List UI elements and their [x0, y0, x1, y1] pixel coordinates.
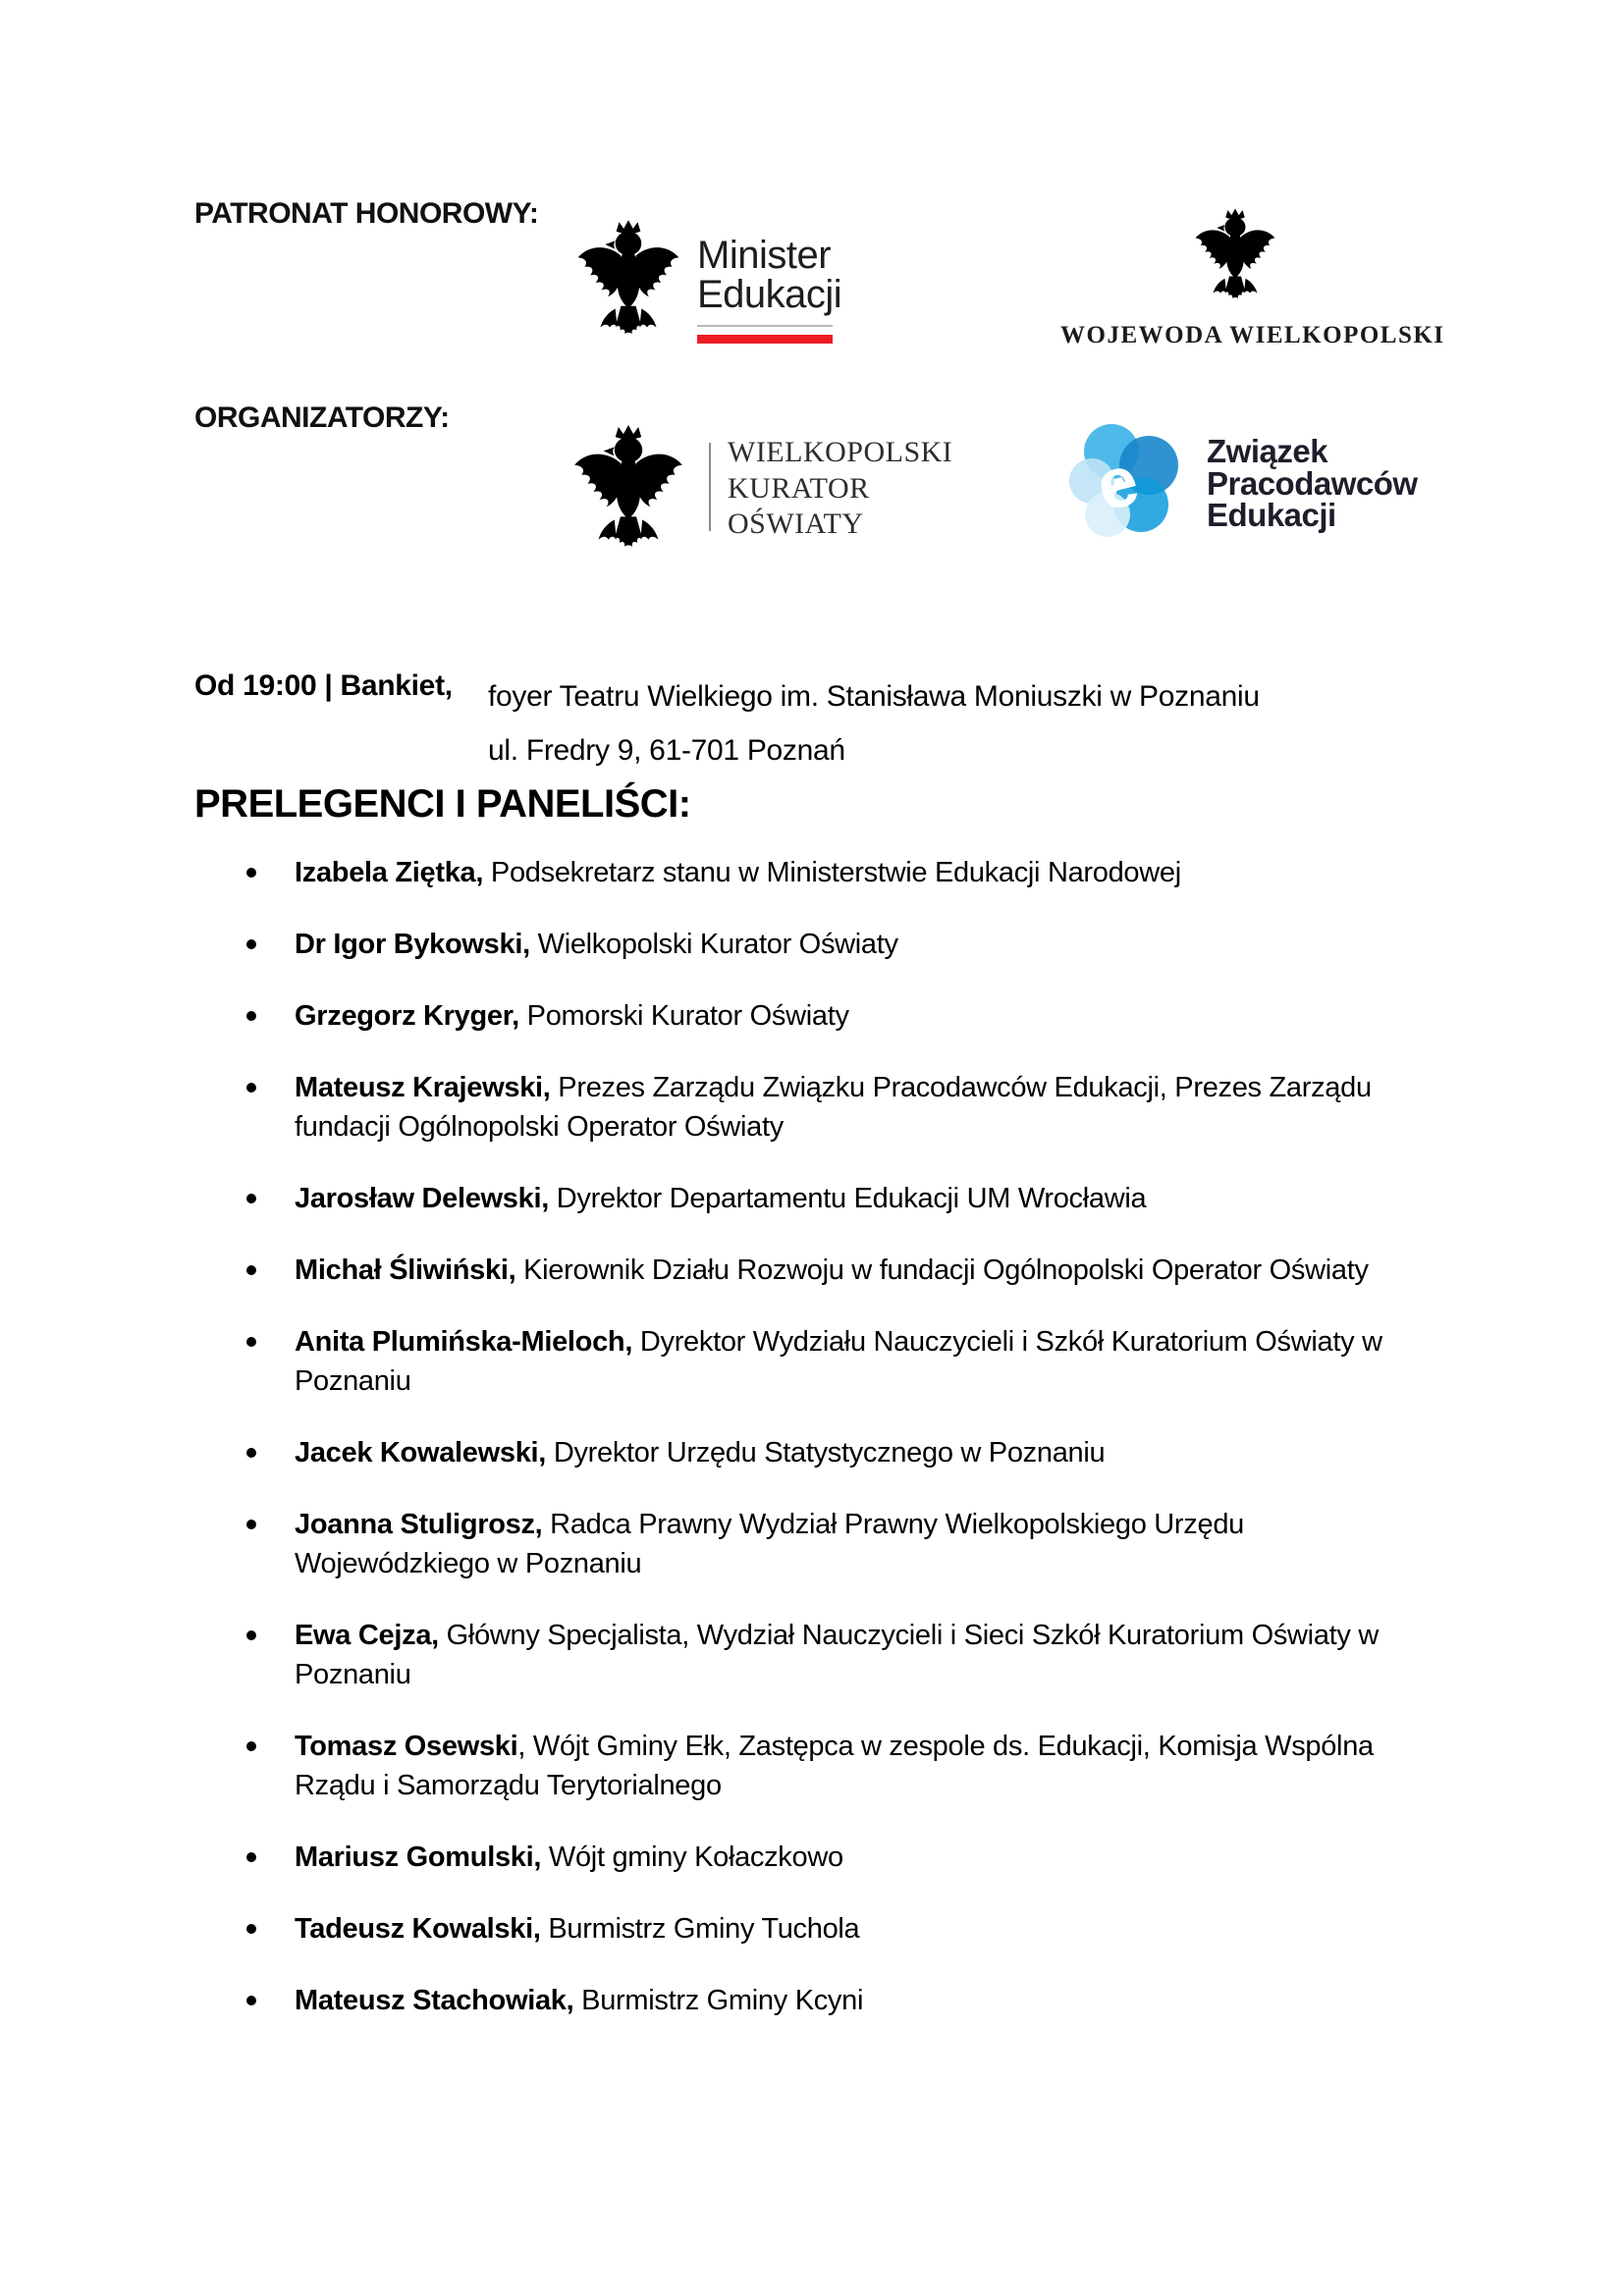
wojewoda-caption: WOJEWODA WIELKOPOLSKI	[1060, 322, 1445, 348]
speaker-item	[246, 996, 1430, 1036]
bullet-icon	[246, 1741, 256, 1751]
bullet-icon	[246, 1194, 256, 1203]
speaker-item	[246, 1505, 1430, 1583]
speaker-name: Grzegorz Kryger,	[295, 1000, 519, 1032]
speakers-list	[246, 853, 1430, 2053]
minister-eagle-icon	[572, 218, 684, 346]
speaker-item	[246, 1179, 1430, 1218]
speaker-item	[246, 1909, 1430, 1949]
speaker-role: Burmistrz Gminy Kcyni	[573, 1985, 864, 2016]
bullet-icon	[246, 1337, 256, 1347]
speaker-item	[246, 1981, 1430, 2020]
event-venue	[488, 669, 1260, 777]
speakers-heading: PRELEGENCI I PANELIŚCI:	[194, 782, 691, 826]
minister-logo-text	[697, 236, 841, 314]
zpe-logo-line2: Pracodawców	[1207, 464, 1418, 502]
speaker-role: Burmistrz Gminy Tuchola	[540, 1913, 860, 1945]
speaker-name: Mateusz Stachowiak,	[295, 1985, 574, 2016]
bullet-icon	[246, 1520, 256, 1529]
speaker-text	[295, 1068, 1430, 1147]
speaker-text	[295, 1616, 1430, 1694]
speaker-name: Michał Śliwiński,	[295, 1255, 516, 1286]
event-time-label: Od 19:00 | Bankiet,	[194, 669, 453, 702]
speaker-text	[295, 1251, 1369, 1290]
speaker-name: Joanna Stuligrosz,	[295, 1509, 543, 1540]
bullet-icon	[246, 1083, 256, 1093]
speaker-name: Dr Igor Bykowski,	[295, 929, 530, 960]
speaker-name: Jarosław Delewski,	[295, 1183, 549, 1214]
bullet-icon	[246, 1996, 256, 2005]
event-venue-line2: ul. Fredry 9, 61-701 Poznań	[488, 734, 845, 767]
speaker-item	[246, 925, 1430, 964]
minister-logo-line1: Minister	[697, 234, 832, 277]
bullet-icon	[246, 1011, 256, 1021]
bullet-icon	[246, 939, 256, 949]
speaker-name: Tadeusz Kowalski,	[295, 1913, 541, 1945]
bullet-icon	[246, 1265, 256, 1275]
minister-gray-rule	[697, 325, 833, 327]
bullet-icon	[246, 1630, 256, 1640]
speaker-text	[295, 1179, 1146, 1218]
speaker-name: Mariusz Gomulski,	[295, 1842, 542, 1873]
zpe-logo-text	[1207, 433, 1418, 533]
speaker-role: Pomorski Kurator Oświaty	[518, 1000, 849, 1032]
kurator-logo-line2: KURATOR	[728, 471, 870, 505]
organizatorzy-label: ORGANIZATORZY:	[194, 401, 450, 434]
bullet-icon	[246, 868, 256, 878]
minister-logo-line2: Edukacji	[697, 273, 842, 316]
speaker-role: Kierownik Działu Rozwoju w fundacji Ogólnopolski Operator Oświaty	[515, 1255, 1369, 1286]
speaker-item	[246, 1322, 1430, 1401]
speaker-text	[295, 925, 898, 964]
bullet-icon	[246, 1852, 256, 1862]
zpe-logo-icon	[1068, 422, 1190, 548]
speaker-role: , Wójt Gminy Ełk, Zastępca w zespole ds. Edukacji, Komisja Wspólna Rządu i Samorządu Terytorialnego	[295, 1731, 1374, 1801]
speaker-item	[246, 853, 1430, 892]
speaker-name: Jacek Kowalewski,	[295, 1437, 547, 1468]
speaker-role: Wójt gminy Kołaczkowo	[541, 1842, 843, 1873]
speaker-role: Wielkopolski Kurator Oświaty	[529, 929, 898, 960]
speaker-text	[295, 853, 1181, 892]
speaker-role: Radca Prawny Wydział Prawny Wielkopolskiego Urzędu Wojewódzkiego w Poznaniu	[295, 1509, 1244, 1579]
bullet-icon	[246, 1448, 256, 1458]
kurator-eagle-icon	[568, 425, 689, 557]
speaker-item	[246, 1838, 1430, 1877]
kurator-logo-line1: WIELKOPOLSKI	[728, 436, 953, 468]
speaker-text	[295, 1838, 843, 1877]
zpe-letter-e: e	[1088, 440, 1147, 527]
speaker-role: Dyrektor Wydziału Nauczycieli i Szkół Kuratorium Oświaty w Poznaniu	[295, 1326, 1382, 1397]
kurator-divider	[709, 443, 711, 531]
zpe-logo-line1: Związek	[1207, 433, 1328, 469]
speaker-role: Prezes Zarządu Związku Pracodawców Edukacji, Prezes Zarządu fundacji Ogólnopolski Operator Oświaty	[295, 1072, 1372, 1143]
speaker-item	[246, 1433, 1430, 1472]
kurator-logo-text	[728, 435, 952, 543]
wojewoda-eagle-icon	[1191, 207, 1279, 307]
speaker-name: Izabela Ziętka,	[295, 857, 484, 888]
speaker-item	[246, 1251, 1430, 1290]
speaker-text	[295, 996, 849, 1036]
speaker-role: Podsekretarz stanu w Ministerstwie Edukacji Narodowej	[483, 857, 1181, 888]
speaker-item	[246, 1616, 1430, 1694]
patronat-label: PATRONAT HONOROWY:	[194, 197, 539, 230]
speaker-text	[295, 1505, 1430, 1583]
speaker-role: Główny Specjalista, Wydział Nauczycieli i Sieci Szkół Kuratorium Oświaty w Poznaniu	[295, 1620, 1380, 1690]
minister-red-bar	[697, 335, 833, 344]
speaker-role: Dyrektor Urzędu Statystycznego w Poznaniu	[546, 1437, 1106, 1468]
speaker-name: Mateusz Krajewski,	[295, 1072, 551, 1103]
speaker-text	[295, 1909, 859, 1949]
speaker-text	[295, 1981, 863, 2020]
speaker-text	[295, 1727, 1430, 1805]
speaker-name: Tomasz Osewski	[295, 1731, 518, 1762]
speaker-name: Anita Plumińska-Mieloch,	[295, 1326, 633, 1358]
speaker-text	[295, 1322, 1430, 1401]
speaker-name: Ewa Cejza,	[295, 1620, 439, 1651]
bullet-icon	[246, 1924, 256, 1934]
speaker-item	[246, 1727, 1430, 1805]
speaker-text	[295, 1433, 1105, 1472]
speaker-role: Dyrektor Departamentu Edukacji UM Wrocławia	[548, 1183, 1147, 1214]
speaker-item	[246, 1068, 1430, 1147]
kurator-logo-line3: OŚWIATY	[728, 507, 864, 540]
event-venue-line1: foyer Teatru Wielkiego im. Stanisława Moniuszki w Poznaniu	[488, 680, 1260, 713]
zpe-logo-line3: Edukacji	[1207, 497, 1336, 533]
